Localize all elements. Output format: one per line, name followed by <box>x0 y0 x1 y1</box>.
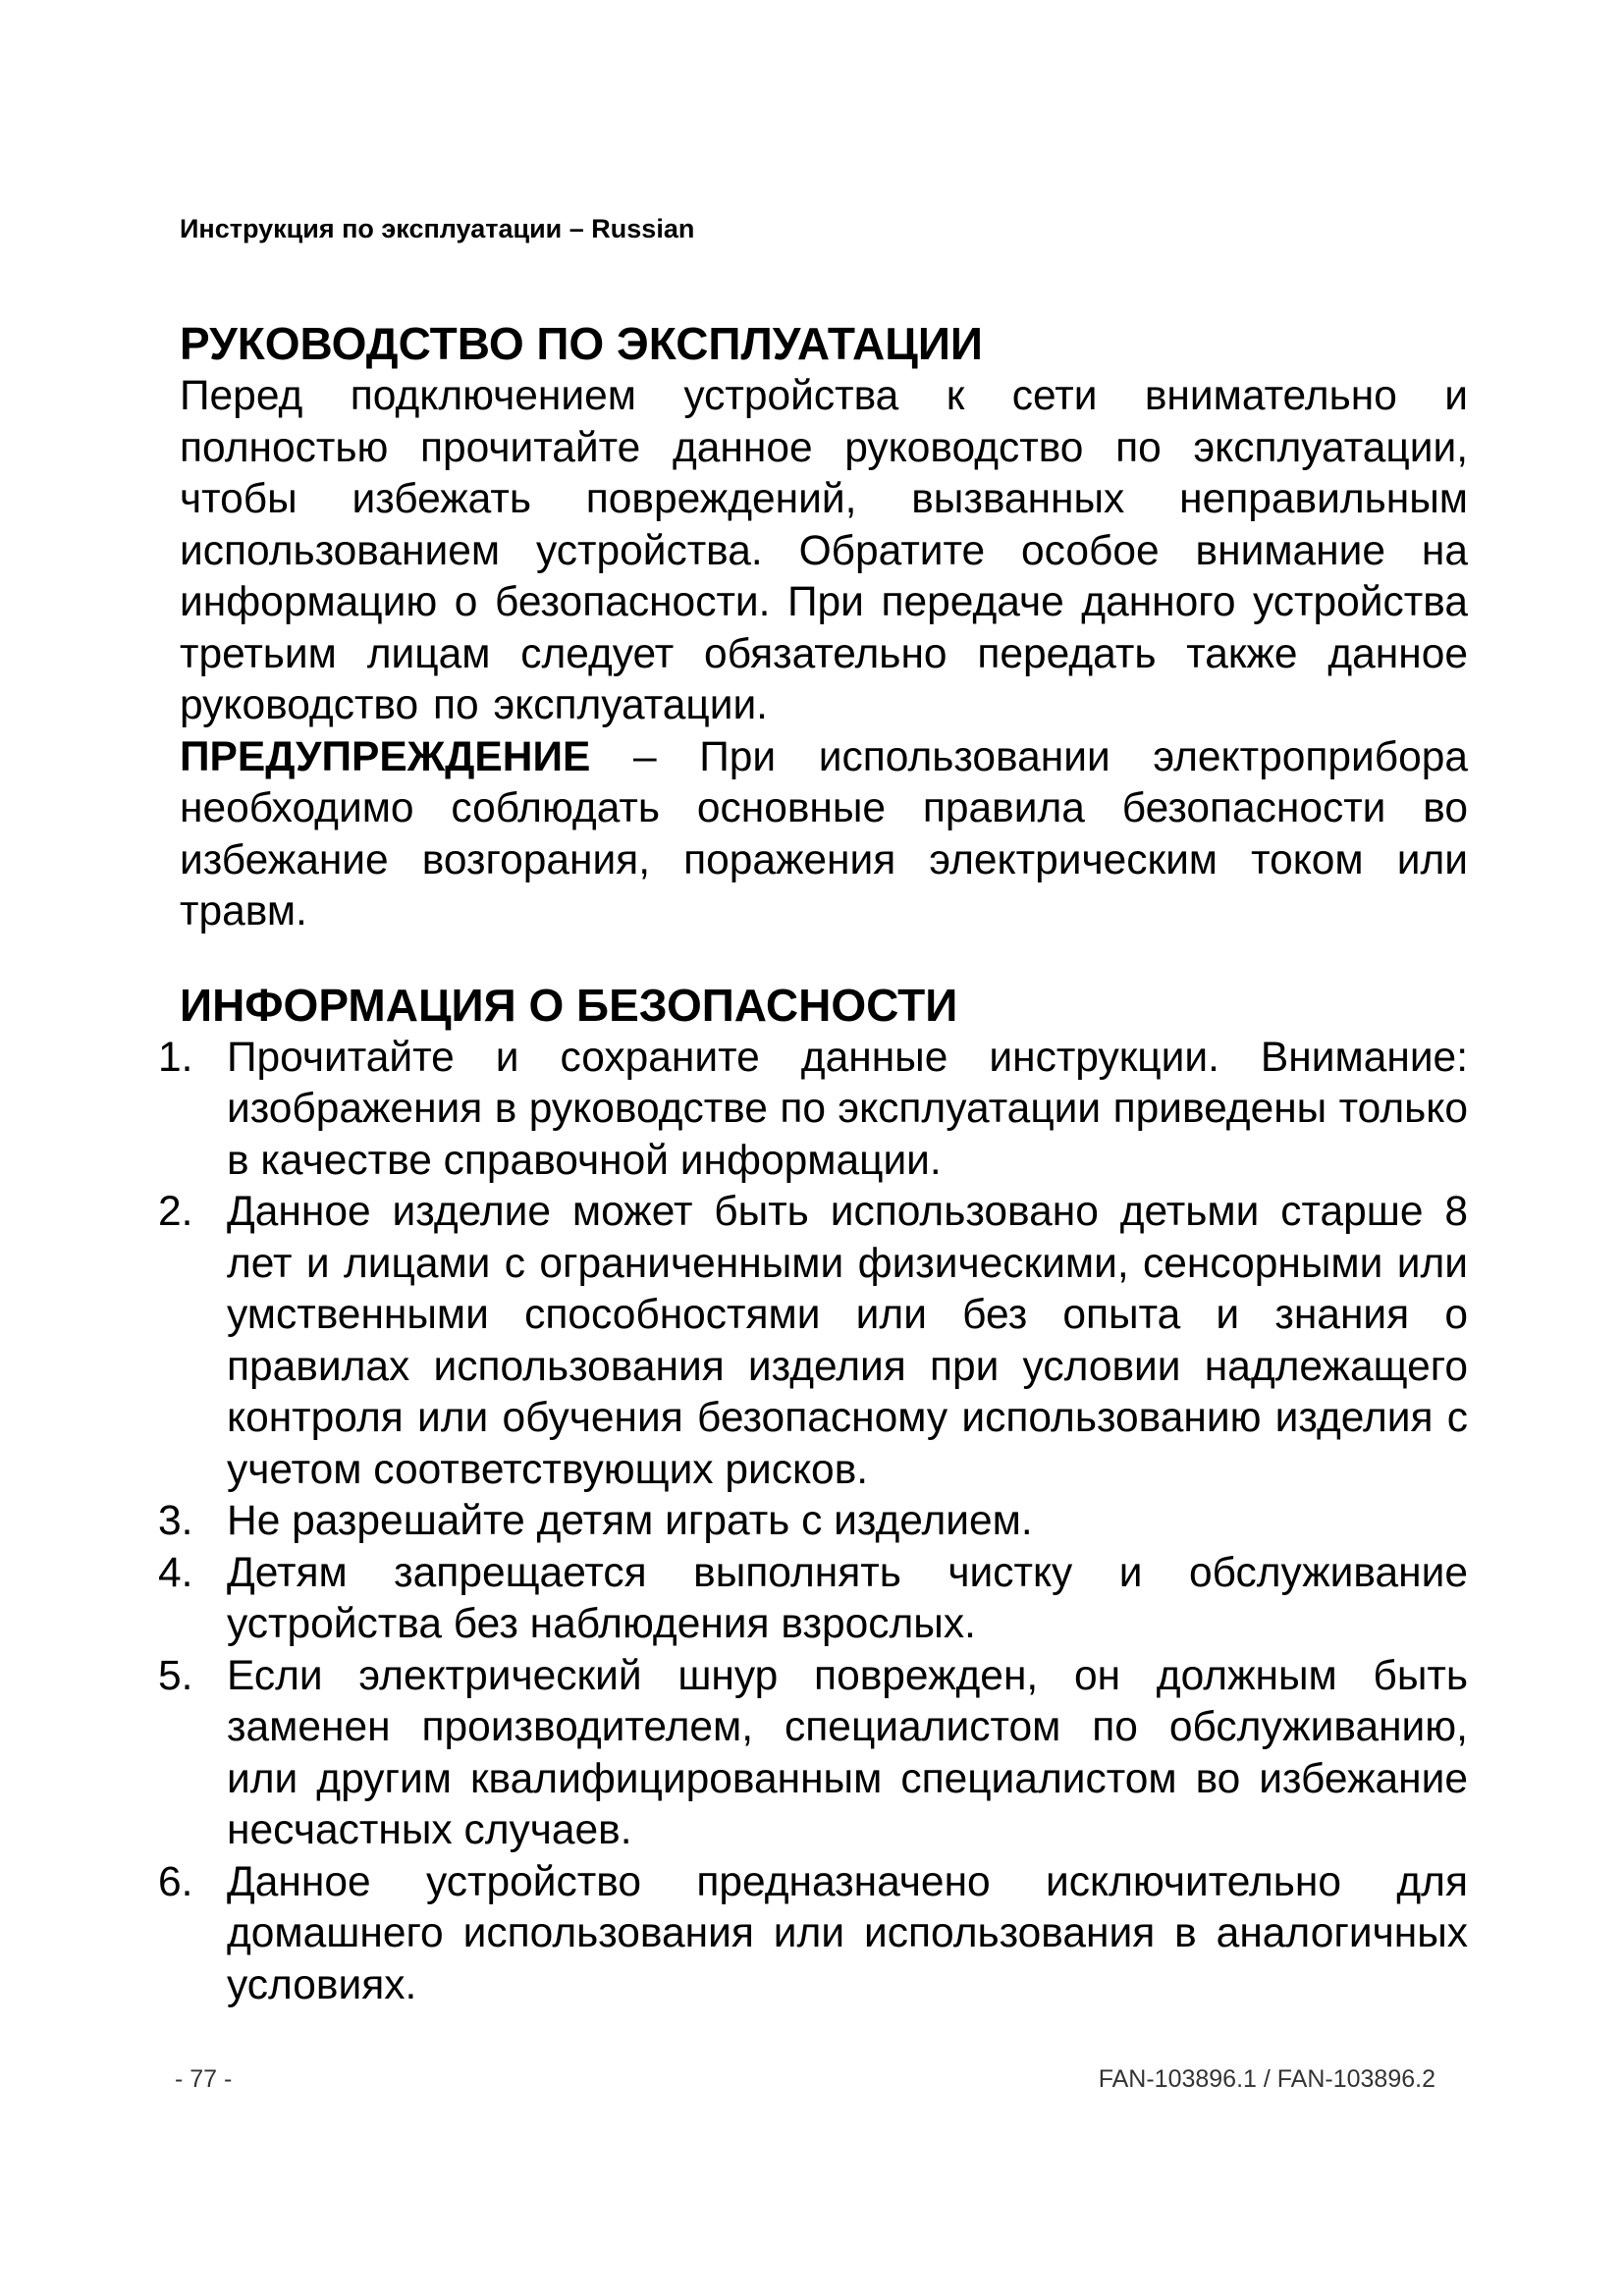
safety-item-number: 1. <box>158 1034 193 1081</box>
safety-item-text: Не разрешайте детям играть с изделием. <box>227 1498 1033 1544</box>
main-content <box>158 316 1468 2011</box>
safety-item-text: Прочитайте и сохраните данные инструкции. Внимание: изображения в руководстве по эксплуатации приведены только в качестве справочной информации. <box>227 1034 1468 1184</box>
warning-label: ПРЕДУПРЕЖДЕНИЕ <box>180 733 591 780</box>
safety-item-number: 3. <box>158 1498 193 1544</box>
safety-item-text: Данное устройство предназначено исключительно для домашнего использования или использования в аналогичных условиях. <box>227 1858 1468 2008</box>
intro-paragraph: Перед подключением устройства к сети внимательно и полностью прочитайте данное руководство по эксплуатации, чтобы избежать повреждений, вызванных неправильным использованием устройства. Обратите особое внимание на информацию о безопасности. При передаче данного устройства третьим лицам следует обязательно передать также данное руководство по эксплуатации. <box>180 373 1468 728</box>
safety-item-number: 2. <box>158 1189 193 1235</box>
safety-item-text: Детям запрещается выполнять чистку и обслуживание устройства без наблюдения взрослых. <box>227 1549 1468 1647</box>
warning-paragraph <box>180 732 1468 938</box>
section-gap <box>180 938 1468 978</box>
page-header: Инструкция по эксплуатации – Russian <box>180 214 695 243</box>
manual-title: РУКОВОДСТВО ПО ЭКСПЛУАТАЦИИ <box>180 318 983 369</box>
safety-item-number: 6. <box>158 1858 193 1905</box>
safety-item-number: 4. <box>158 1549 193 1596</box>
safety-item <box>158 1548 1468 1651</box>
safety-item-text: Данное изделие может быть использовано детьми старше 8 лет и лицами с ограниченными физическими, сенсорными или умственными способностями или без опыта и знания о правилах использования изделия при условии надлежащего контроля или обучения безопасному использованию изделия с учетом соответствующих рисков. <box>227 1189 1468 1493</box>
safety-item-number: 5. <box>158 1652 193 1699</box>
page-number: - 77 - <box>175 2065 233 2093</box>
safety-item <box>158 1857 1468 2012</box>
safety-item <box>158 1496 1468 1548</box>
model-number: FAN-103896.1 / FAN-103896.2 <box>1098 2065 1435 2093</box>
safety-title: ИНФОРМАЦИЯ О БЕЗОПАСНОСТИ <box>180 979 958 1031</box>
safety-list <box>158 1033 1468 2012</box>
warning-text: – При использовании электроприбора необходимо соблюдать основные правила безопасности во избежание возгорания, поражения электрическим током или травм. <box>180 733 1468 934</box>
safety-item <box>158 1033 1468 1188</box>
safety-item <box>158 1651 1468 1857</box>
safety-item <box>158 1187 1468 1496</box>
safety-item-text: Если электрический шнур поврежден, он должным быть заменен производителем, специалистом по обслуживанию, или другим квалифицированным специалистом во избежание несчастных случаев. <box>227 1652 1468 1853</box>
